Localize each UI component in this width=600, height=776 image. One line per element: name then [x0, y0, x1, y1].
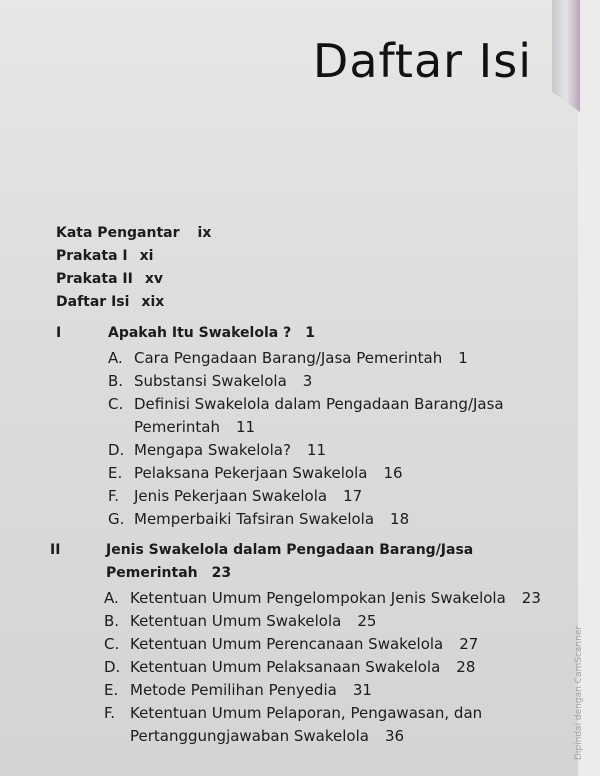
- toc-entry: [56, 225, 211, 241]
- section-entry: [104, 704, 482, 722]
- section-page: 1: [458, 349, 468, 367]
- section-text: Substansi Swakelola: [134, 372, 287, 390]
- section-letter: C.: [104, 635, 120, 653]
- section-letter: E.: [104, 681, 119, 699]
- section-letter: F.: [108, 487, 119, 505]
- section-text: Pertanggungjawaban Swakelola: [130, 727, 369, 745]
- toc-entry-label: Daftar Isi: [56, 294, 130, 310]
- section-letter: D.: [104, 658, 121, 676]
- section-letter: A.: [104, 589, 119, 607]
- section-text: Cara Pengadaan Barang/Jasa Pemerintah: [134, 349, 443, 367]
- toc-entry-page: xv: [144, 271, 163, 287]
- section-page: 36: [384, 727, 405, 745]
- toc-entry-page: xix: [141, 294, 165, 310]
- section-entry: [104, 658, 475, 676]
- chapter-title: Jenis Swakelola dalam Pengadaan Barang/Jasa: [106, 542, 474, 558]
- section-text: Pemerintah: [134, 418, 221, 436]
- toc-entry-page: xi: [139, 248, 154, 264]
- section-entry: [108, 487, 362, 505]
- section-entry: [104, 635, 478, 653]
- chapter-title-text: Pemerintah: [106, 565, 198, 581]
- section-entry: [108, 464, 403, 482]
- scanner-watermark: Dipindai dengan CamScanner: [574, 625, 584, 760]
- page-title: Daftar Isi: [312, 34, 532, 88]
- section-letter: G.: [108, 510, 125, 528]
- section-letter: A.: [108, 349, 123, 367]
- chapter-page: 23: [211, 565, 232, 581]
- section-text: Definisi Swakelola dalam Pengadaan Barang/Jasa: [134, 395, 504, 413]
- section-entry: [104, 589, 541, 607]
- section-text: Jenis Pekerjaan Swakelola: [134, 487, 328, 505]
- toc-entry-label: Kata Pengantar: [56, 225, 180, 241]
- section-page: 23: [521, 589, 541, 607]
- section-entry: [108, 372, 312, 390]
- section-entry: [108, 441, 326, 459]
- section-page: 16: [383, 464, 403, 482]
- section-text: Ketentuan Umum Swakelola: [130, 612, 342, 630]
- section-page: 25: [357, 612, 377, 630]
- section-text: Metode Pemilihan Penyedia: [130, 681, 337, 699]
- section-text: Ketentuan Umum Pelaksanaan Swakelola: [130, 658, 441, 676]
- chapter-title-continued: [106, 565, 231, 581]
- section-entry: [108, 349, 468, 367]
- toc-entry: [56, 248, 153, 264]
- chapter-title: [108, 325, 315, 341]
- toc-entry: [56, 294, 164, 310]
- toc-entry-page: ix: [197, 225, 212, 241]
- section-letter: F.: [104, 704, 115, 722]
- section-text: Mengapa Swakelola?: [134, 441, 291, 459]
- section-text: Pelaksana Pekerjaan Swakelola: [134, 464, 368, 482]
- section-page: 11: [306, 441, 326, 459]
- section-text: Ketentuan Umum Pengelompokan Jenis Swakelola: [130, 589, 506, 607]
- section-page: 17: [343, 487, 363, 505]
- section-entry: [104, 612, 376, 630]
- section-letter: E.: [108, 464, 123, 482]
- toc-entry-label: Prakata I: [56, 248, 128, 264]
- section-entry: [108, 510, 409, 528]
- section-page: 18: [390, 510, 410, 528]
- section-letter: D.: [108, 441, 125, 459]
- toc-entry-label: Prakata II: [56, 271, 133, 287]
- section-entry-continued: [130, 727, 404, 745]
- section-text: Memperbaiki Tafsiran Swakelola: [134, 510, 375, 528]
- section-entry: [108, 395, 504, 413]
- chapter-numeral: II: [50, 542, 61, 558]
- section-letter: B.: [104, 612, 120, 630]
- section-text: Ketentuan Umum Perencanaan Swakelola: [130, 635, 444, 653]
- section-text: Ketentuan Umum Pelaporan, Pengawasan, dan: [130, 704, 483, 722]
- section-page: 3: [302, 372, 313, 390]
- section-page: 28: [456, 658, 476, 676]
- chapter-numeral: I: [56, 325, 62, 341]
- chapter-page: 1: [305, 325, 315, 341]
- section-letter: B.: [108, 372, 124, 390]
- toc-entry: [56, 271, 163, 287]
- section-entry-continued: [134, 418, 255, 436]
- chapter-title-text: Apakah Itu Swakelola ?: [108, 325, 292, 341]
- section-page: 11: [236, 418, 256, 436]
- section-page: 27: [459, 635, 479, 653]
- section-page: 31: [352, 681, 372, 699]
- section-entry: [104, 681, 372, 699]
- section-letter: C.: [108, 395, 124, 413]
